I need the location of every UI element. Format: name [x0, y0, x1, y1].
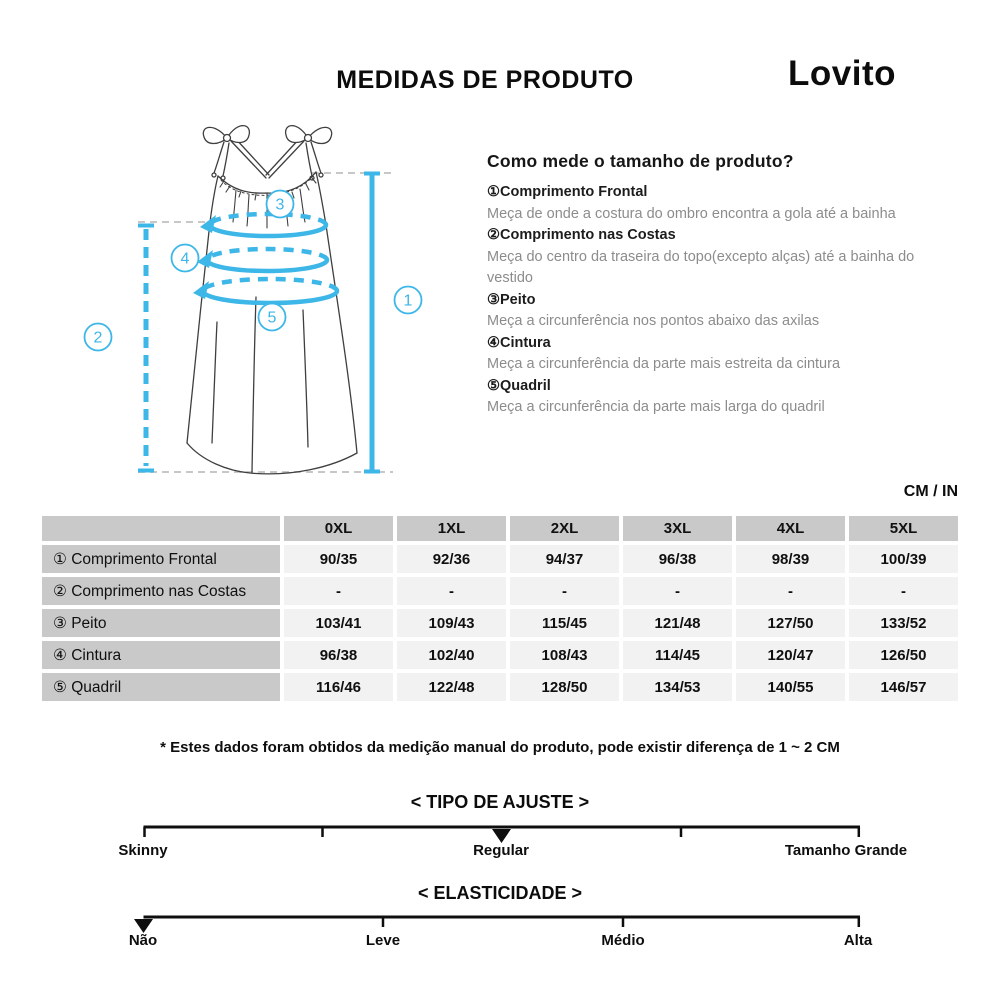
svg-text:1: 1 [403, 292, 413, 310]
size-value: 126/50 [849, 641, 958, 669]
size-value: 96/38 [284, 641, 393, 669]
row-label: ① Comprimento Frontal [42, 545, 280, 573]
size-column-header: 4XL [736, 516, 845, 541]
size-value: 90/35 [284, 545, 393, 573]
svg-text:2: 2 [93, 329, 103, 347]
elasticity-marker-icon [134, 919, 153, 933]
elasticity-scale-title: < ELASTICIDADE > [417, 883, 583, 903]
brand-logo: Lovito [788, 54, 896, 93]
size-column-header: 0XL [284, 516, 393, 541]
size-value: 94/37 [510, 545, 619, 573]
guide-item [487, 290, 957, 333]
size-value: 134/53 [623, 673, 732, 701]
page-title: MEDIDAS DE PRODUTO [336, 66, 634, 94]
elasticity-scale-label: Alta [843, 932, 873, 949]
guide-item [487, 225, 957, 290]
size-value: 109/43 [397, 609, 506, 637]
fit-marker-icon [492, 829, 511, 843]
row-label: ④ Cintura [42, 641, 280, 669]
size-value: 133/52 [849, 609, 958, 637]
size-value: 116/46 [284, 673, 393, 701]
elasticity-scale-label: Não [128, 932, 158, 949]
left-strap-bow [203, 126, 269, 180]
elasticity-scale-label: Leve [365, 932, 401, 949]
size-value: 146/57 [849, 673, 958, 701]
guide-item-label: ②Comprimento nas Costas [487, 227, 676, 243]
size-value: 115/45 [510, 609, 619, 637]
size-value: 127/50 [736, 609, 845, 637]
guide-item [487, 182, 957, 225]
fit-scale-label: Skinny [118, 842, 168, 859]
size-value: 92/36 [397, 545, 506, 573]
callout-4 [172, 245, 199, 272]
svg-text:4: 4 [180, 250, 190, 268]
hip-ellipse [193, 279, 337, 303]
guide-item [487, 376, 957, 419]
guide-item [487, 333, 957, 376]
guide-item-desc: Meça a circunferência da parte mais estreita da cintura [487, 356, 841, 372]
size-value: 114/45 [623, 641, 732, 669]
callout-2 [85, 324, 112, 351]
fit-scale-label: Tamanho Grande [784, 842, 908, 859]
front-length-line [364, 174, 380, 472]
dress-outline [187, 126, 357, 474]
size-value: - [397, 577, 506, 605]
size-value: - [284, 577, 393, 605]
row-label: ③ Peito [42, 609, 280, 637]
callout-5 [259, 304, 286, 331]
size-value: 108/43 [510, 641, 619, 669]
table-corner-cell [42, 516, 280, 541]
size-column-header: 1XL [397, 516, 506, 541]
svg-text:5: 5 [267, 309, 277, 327]
waist-ellipse [197, 249, 327, 271]
guide-item-desc: Meça de onde a costura do ombro encontra a gola até a bainha [487, 205, 896, 222]
callout-1 [395, 287, 422, 314]
guide-item-desc: Meça a circunferência da parte mais larga do quadril [487, 399, 825, 415]
size-value: - [623, 577, 732, 605]
guide-item-desc: Meça do centro da traseira do topo(excepto alças) até a bainha do vestido [487, 248, 915, 286]
size-value: - [849, 577, 958, 605]
svg-text:3: 3 [275, 196, 285, 214]
size-value: 121/48 [623, 609, 732, 637]
guide-item-label: ④Cintura [487, 334, 551, 351]
size-value: 120/47 [736, 641, 845, 669]
guide-item-label: ⑤Quadril [487, 377, 551, 394]
back-length-line [138, 226, 154, 471]
size-value: 140/55 [736, 673, 845, 701]
callout-3 [267, 191, 294, 218]
unit-label: CM / IN [903, 483, 958, 500]
size-value: 100/39 [849, 545, 958, 573]
size-value: 96/38 [623, 545, 732, 573]
right-strap-bow [266, 126, 332, 180]
size-column-header: 3XL [623, 516, 732, 541]
size-column-header: 2XL [510, 516, 619, 541]
guide-item-label: ③Peito [487, 291, 536, 308]
fit-scale-title: < TIPO DE AJUSTE > [410, 792, 590, 812]
size-value: - [736, 577, 845, 605]
size-table [42, 516, 958, 701]
size-column-header: 5XL [849, 516, 958, 541]
fit-scale-label: Regular [473, 842, 529, 859]
size-value: 98/39 [736, 545, 845, 573]
size-value: - [510, 577, 619, 605]
row-label: ⑤ Quadril [42, 673, 280, 701]
elasticity-scale-label: Médio [601, 932, 645, 949]
dress-diagram [60, 110, 480, 500]
size-value: 122/48 [397, 673, 506, 701]
size-value: 103/41 [284, 609, 393, 637]
row-label: ② Comprimento nas Costas [42, 577, 280, 605]
bust-ellipse [200, 214, 326, 236]
measure-guide [487, 151, 957, 419]
size-value: 102/40 [397, 641, 506, 669]
size-value: 128/50 [510, 673, 619, 701]
guide-item-desc: Meça a circunferência nos pontos abaixo das axilas [487, 313, 820, 329]
guide-heading: Como mede o tamanho de produto? [487, 151, 794, 171]
footnote: * Estes dados foram obtidos da medição manual do produto, pode existir diferença de 1 ~ 2 CM [160, 739, 840, 756]
guide-item-label: ①Comprimento Frontal [487, 184, 648, 200]
